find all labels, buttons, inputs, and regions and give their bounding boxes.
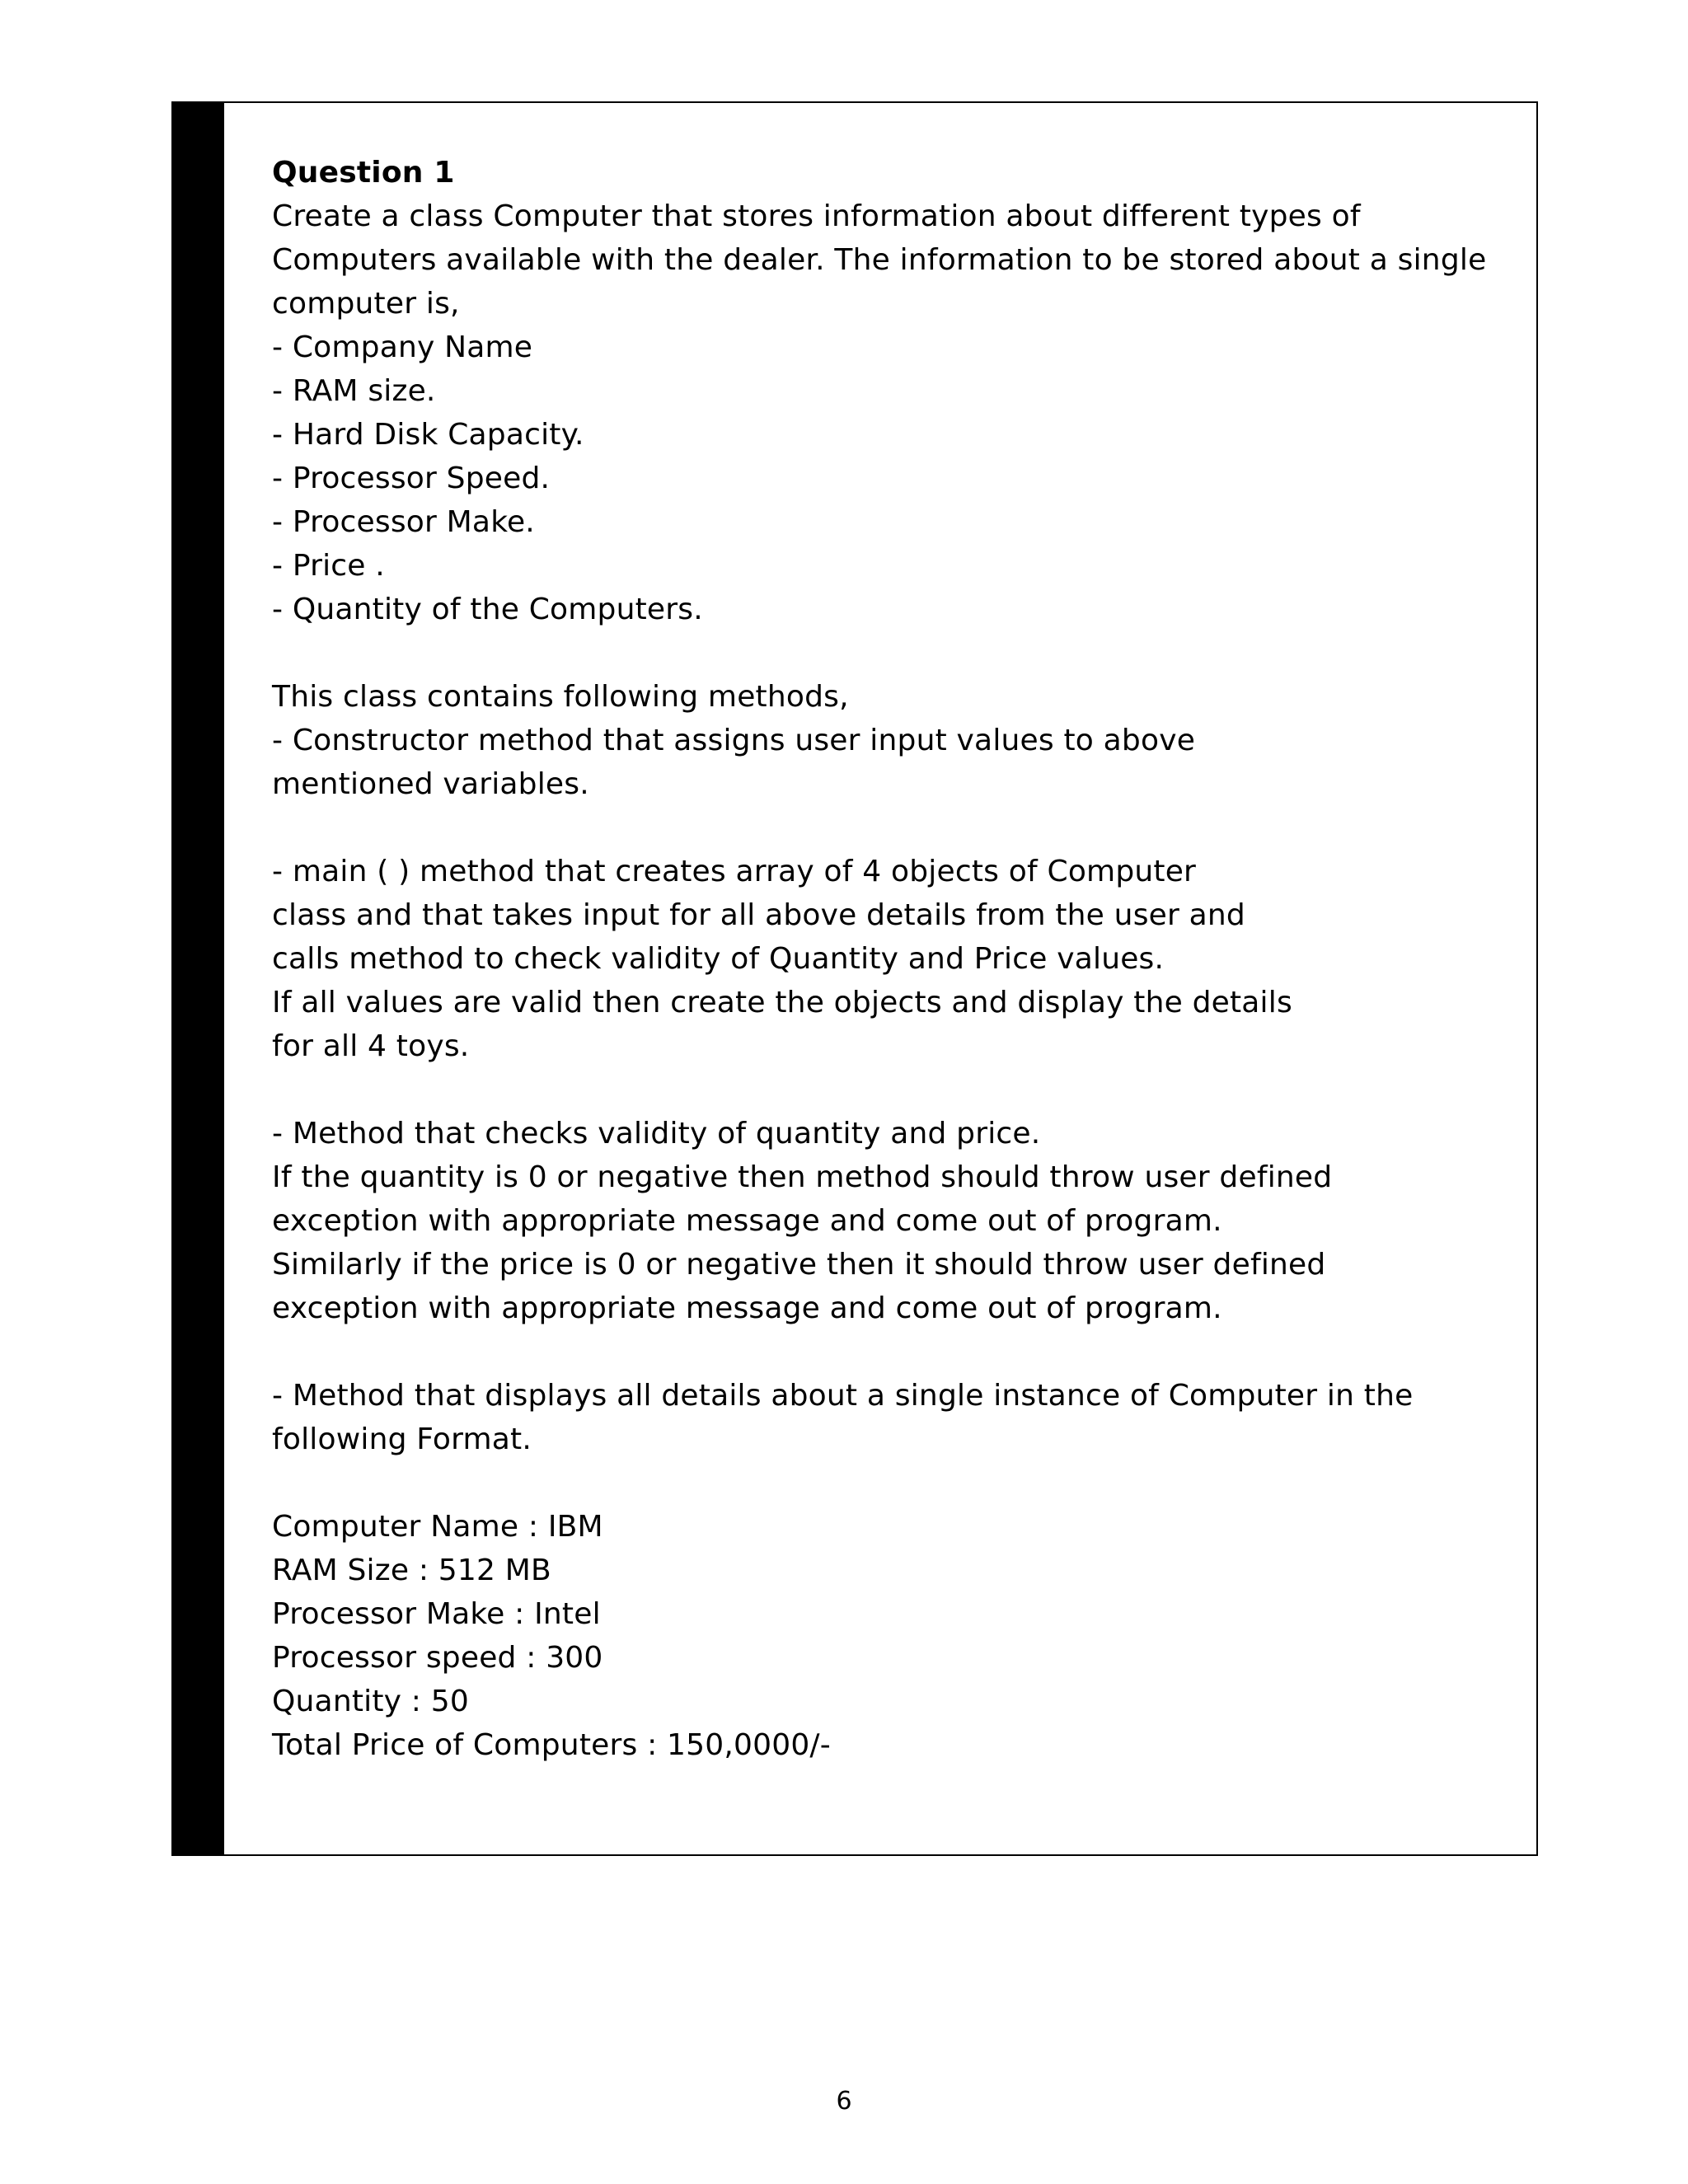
validity-method-line: exception with appropriate message and come out of program.: [272, 1204, 1222, 1238]
methods-intro: This class contains following methods,: [272, 680, 849, 714]
validity-method-line: exception with appropriate message and come out of program.: [272, 1291, 1222, 1325]
display-method-line: - Method that displays all details about a single instance of Computer in the: [272, 1379, 1414, 1413]
paragraph-gap: [272, 806, 1508, 850]
sample-output-line: RAM Size : 512 MB: [272, 1554, 551, 1587]
paragraph-gap: [272, 631, 1508, 675]
intro-line: Create a class Computer that stores information about different types of: [272, 199, 1361, 233]
paragraph-gap: [272, 1330, 1508, 1374]
paragraph-gap: [272, 1068, 1508, 1112]
attribute-item: - Hard Disk Capacity.: [272, 418, 584, 452]
question-box: [171, 101, 1538, 1856]
main-method-line: - main ( ) method that creates array of 4 objects of Computer: [272, 855, 1197, 888]
attribute-item: - Quantity of the Computers.: [272, 593, 703, 626]
main-method-line: for all 4 toys.: [272, 1029, 470, 1063]
validity-method-line: - Method that checks validity of quantity and price.: [272, 1117, 1041, 1151]
attribute-item: - Processor Speed.: [272, 462, 551, 495]
sample-output-line: Processor Make : Intel: [272, 1597, 601, 1631]
paragraph-gap: [272, 1461, 1508, 1505]
page-number: 6: [836, 2087, 852, 2116]
main-method-line: calls method to check validity of Quantity and Price values.: [272, 942, 1165, 976]
attribute-item: - Price .: [272, 549, 385, 583]
sample-output-line: Total Price of Computers : 150,0000/-: [272, 1728, 831, 1762]
question-content: [272, 151, 1508, 1767]
attribute-item: - Processor Make.: [272, 505, 535, 539]
display-method-line: following Format.: [272, 1422, 532, 1456]
sample-output-line: Computer Name : IBM: [272, 1510, 603, 1544]
validity-method-line: Similarly if the price is 0 or negative then it should throw user defined: [272, 1248, 1326, 1282]
main-method-line: class and that takes input for all above details from the user and: [272, 898, 1245, 932]
attribute-item: - Company Name: [272, 330, 533, 364]
validity-method-line: If the quantity is 0 or negative then method should throw user defined: [272, 1160, 1333, 1194]
left-accent-bar: [173, 103, 224, 1854]
constructor-line: mentioned variables.: [272, 767, 589, 801]
intro-line: Computers available with the dealer. The information to be stored about a single: [272, 243, 1487, 277]
sample-output-line: Processor speed : 300: [272, 1641, 603, 1675]
main-method-line: If all values are valid then create the objects and display the details: [272, 986, 1292, 1019]
sample-output-line: Quantity : 50: [272, 1685, 469, 1718]
question-title: Question 1: [272, 156, 455, 190]
attribute-item: - RAM size.: [272, 374, 436, 408]
intro-line: computer is,: [272, 287, 460, 321]
constructor-line: - Constructor method that assigns user input values to above: [272, 724, 1196, 757]
